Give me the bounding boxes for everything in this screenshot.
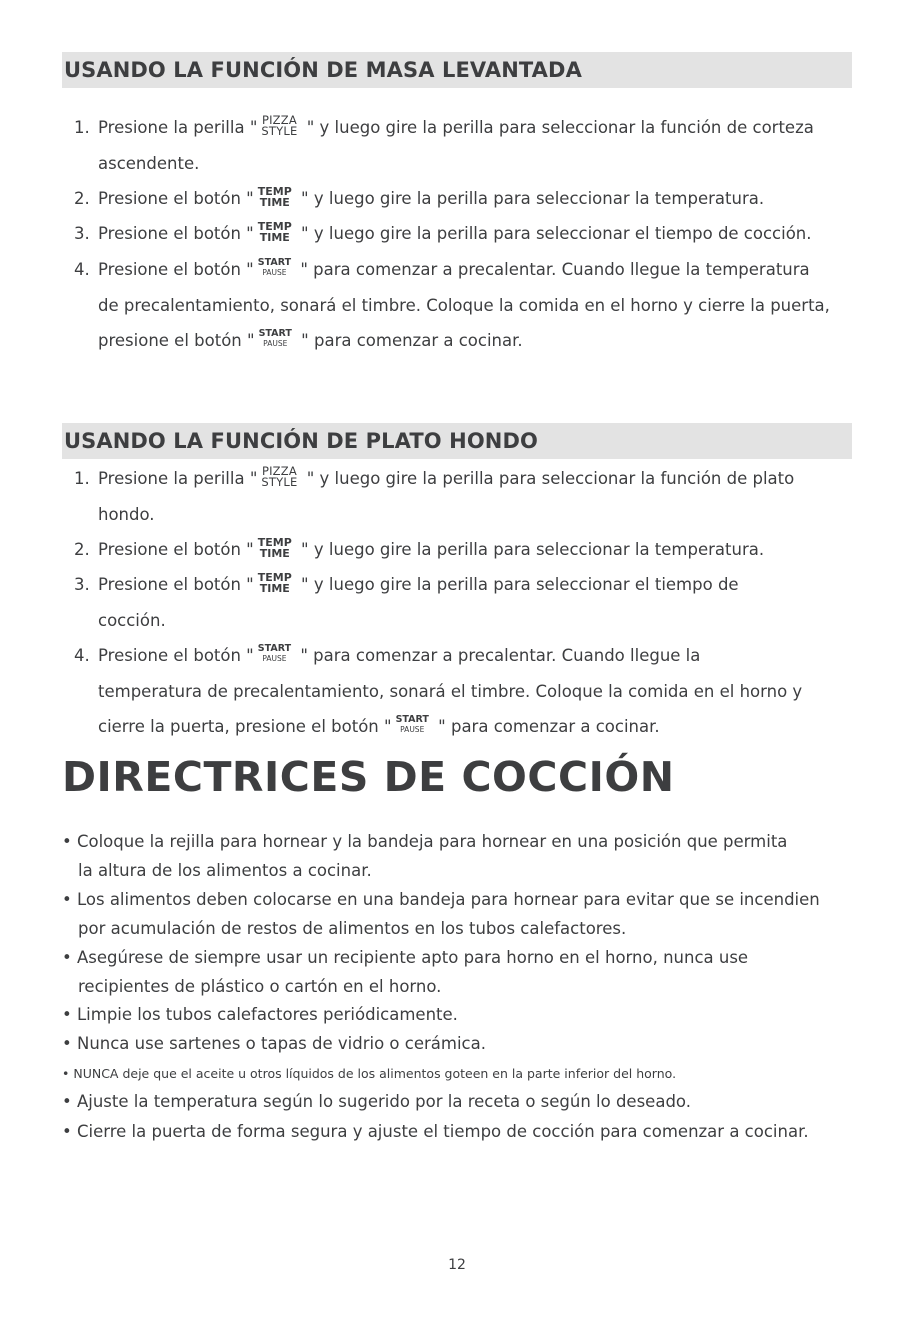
step-number: 1. — [74, 118, 90, 137]
list-item — [74, 567, 854, 638]
list-item — [74, 461, 854, 532]
step-text: " y luego gire la perilla para seleccionar la temperatura. — [295, 540, 765, 559]
step-number: 3. — [74, 575, 90, 594]
list-item — [62, 827, 852, 885]
list-item — [62, 1029, 852, 1058]
start-pause-button-icon: START PAUSE — [257, 643, 292, 663]
list-item — [74, 638, 854, 745]
pizza-style-knob-icon: PIZZA STYLE — [261, 463, 298, 489]
step-text: " y luego gire la perilla para seleccionar la función de corteza — [301, 118, 814, 137]
bullet-text: • Asegúrese de siempre usar un recipiente apto para horno en el horno, nunca use — [62, 948, 749, 967]
step-number: 4. — [74, 260, 90, 279]
step-text: presione el botón " — [98, 331, 255, 350]
list-item — [74, 216, 854, 252]
step-text: " y luego gire la perilla para seleccionar la temperatura. — [295, 189, 765, 208]
step-number: 2. — [74, 189, 90, 208]
section-title: USANDO LA FUNCIÓN DE MASA LEVANTADA — [64, 58, 582, 82]
step-text: Presione el botón " — [98, 224, 254, 243]
list-item — [62, 1087, 852, 1116]
bullet-text: • NUNCA deje que el aceite u otros líquidos de los alimentos goteen en la parte inferior del horno. — [62, 1066, 677, 1081]
step-text: Presione el botón " — [98, 540, 254, 559]
page-number: 12 — [448, 1257, 466, 1273]
step-text: " para comenzar a precalentar. Cuando llegue la — [295, 646, 701, 665]
bullet-text: • Los alimentos deben colocarse en una bandeja para hornear para evitar que se incendien — [62, 890, 820, 909]
bullet-text: • Ajuste la temperatura según lo sugerido por la receta o según lo deseado. — [62, 1092, 691, 1111]
temp-time-button-icon: TEMP TIME — [257, 219, 292, 244]
step-continuation: temperatura de precalentamiento, sonará el timbre. Coloque la comida en el horno y — [98, 681, 803, 701]
step-number: 2. — [74, 540, 90, 559]
step-text: Presione el botón " — [98, 575, 254, 594]
step-number: 1. — [74, 469, 90, 488]
temp-time-button-icon: TEMP TIME — [257, 570, 292, 595]
step-text: cierre la puerta, presione el botón " — [98, 717, 392, 736]
step-continuation: cocción. — [98, 610, 166, 630]
section-title: USANDO LA FUNCIÓN DE PLATO HONDO — [64, 429, 538, 453]
step-text: " y luego gire la perilla para seleccionar el tiempo de cocción. — [295, 224, 812, 243]
bullet-text: • Nunca use sartenes o tapas de vidrio o cerámica. — [62, 1034, 486, 1053]
step-text: " para comenzar a cocinar. — [295, 331, 523, 350]
list-item — [62, 943, 852, 1001]
step-continuation: hondo. — [98, 504, 155, 524]
pizza-style-knob-icon: PIZZA STYLE — [261, 112, 298, 138]
list-item — [74, 110, 854, 181]
start-pause-button-icon: START PAUSE — [257, 257, 292, 277]
list-item — [74, 252, 854, 359]
step-text: Presione la perilla " — [98, 118, 258, 137]
step-text: " para comenzar a precalentar. Cuando llegue la temperatura — [295, 260, 810, 279]
section-header-plato-hondo — [62, 423, 852, 459]
bullet-continuation: por acumulación de restos de alimentos en los tubos calefactores. — [78, 919, 627, 938]
step-text: Presione el botón " — [98, 260, 254, 279]
step-text: Presione el botón " — [98, 646, 254, 665]
step-number: 4. — [74, 646, 90, 665]
step-text: " para comenzar a cocinar. — [432, 717, 660, 736]
step-number: 3. — [74, 224, 90, 243]
step-text: Presione el botón " — [98, 189, 254, 208]
list-item — [74, 181, 854, 217]
list-item — [74, 532, 854, 568]
bullet-text: • Coloque la rejilla para hornear y la bandeja para hornear en una posición que permita — [62, 832, 788, 851]
list-item — [62, 885, 852, 943]
bullet-text: • Limpie los tubos calefactores periódicamente. — [62, 1005, 458, 1024]
bullet-text: • Cierre la puerta de forma segura y ajuste el tiempo de cocción para comenzar a cocinar. — [62, 1122, 809, 1141]
step-text: " y luego gire la perilla para seleccionar el tiempo de — [295, 575, 739, 594]
section-header-masa-levantada — [62, 52, 852, 88]
list-item — [62, 1000, 852, 1029]
step-text: " y luego gire la perilla para seleccionar la función de plato — [301, 469, 795, 488]
page-title: DIRECTRICES DE COCCIÓN — [62, 753, 675, 801]
step-continuation: ascendente. — [98, 153, 200, 173]
bullet-continuation: la altura de los alimentos a cocinar. — [78, 861, 372, 880]
bullet-continuation: recipientes de plástico o cartón en el horno. — [78, 977, 442, 996]
start-pause-button-icon: START PAUSE — [395, 714, 429, 734]
step-continuation: de precalentamiento, sonará el timbre. Coloque la comida en el horno y cierre la puerta, — [98, 295, 830, 315]
temp-time-button-icon: TEMP TIME — [257, 535, 292, 560]
temp-time-button-icon: TEMP TIME — [257, 184, 292, 209]
list-item — [62, 1059, 852, 1088]
list-item — [62, 1117, 852, 1146]
step-text: Presione la perilla " — [98, 469, 258, 488]
start-pause-button-icon: START PAUSE — [258, 328, 292, 348]
